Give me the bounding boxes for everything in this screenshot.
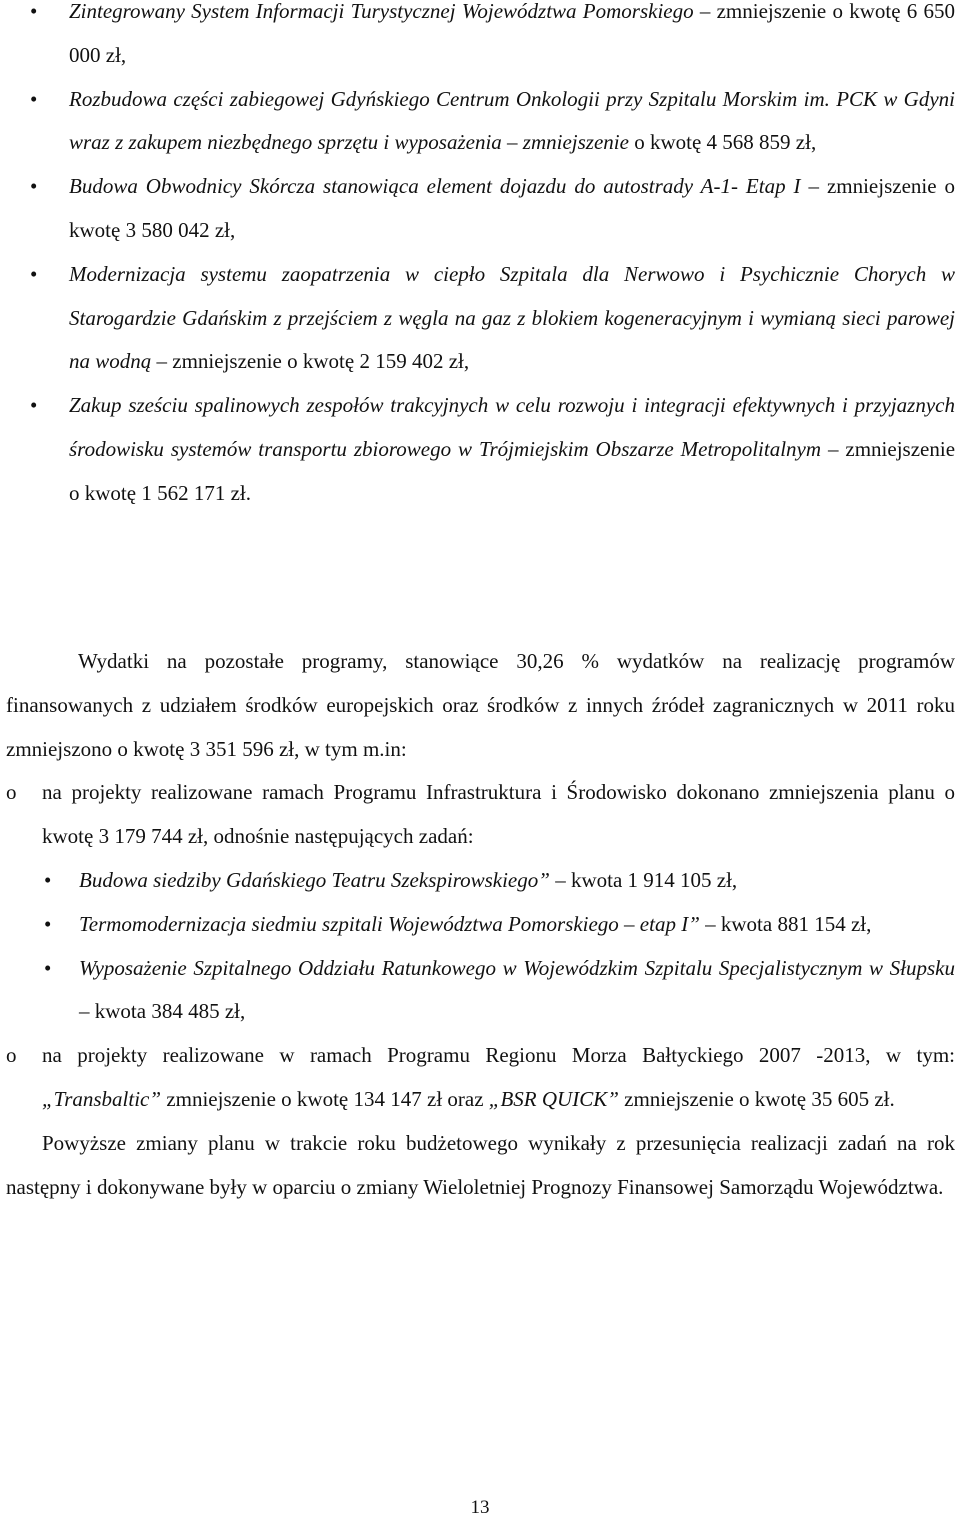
bullet-icon: • bbox=[30, 261, 38, 286]
task-amount: o kwotę 4 568 859 zł, bbox=[634, 130, 817, 155]
task-title: Rozbudowa części zabiegowej Gdyńskiego Centrum Onkologii przy Szpitalu Morskim im. PCK w Gdyni wraz z zakupem niezbędnego sprzętu i wyposażenia – zmniejszenie bbox=[69, 86, 955, 155]
list-item bbox=[6, 165, 955, 253]
bullet-icon: • bbox=[44, 867, 52, 892]
o-list-item-baltic bbox=[6, 1034, 955, 1122]
bullet-list-top bbox=[6, 0, 955, 516]
o-item-text: zmniejszenie o kwotę 134 147 zł oraz bbox=[161, 1086, 489, 1111]
task-title: Zakup sześciu spalinowych zespołów trakcyjnych w celu rozwoju i integracji efektywnych i przyjaznych środowisku systemów transportu zbiorowego w Trójmiejskim Obszarze Metropolitalnym bbox=[69, 393, 955, 461]
list-item bbox=[6, 253, 955, 384]
bullet-icon: • bbox=[30, 86, 38, 111]
task-title: Modernizacja systemu zaopatrzenia w ciepło Szpitala dla Nerwowo i Psychicznie Chorych w Starogardzie Gdańskim z przejściem z węgla na gaz z blokiem kogeneracyjnym i wymianą sieci parowej na wodną bbox=[69, 261, 955, 374]
list-item bbox=[6, 78, 955, 166]
paragraph-final: Powyższe zmiany planu w trakcie roku budżetowego wynikały z przesunięcia realizacji zadań na rok następny i dokonywane były w oparciu o zmiany Wieloletniej Prognozy Finansowej Samorządu Województwa. bbox=[6, 1130, 955, 1199]
bullet-icon: • bbox=[30, 393, 38, 418]
task-amount: – kwota 881 154 zł, bbox=[705, 911, 872, 936]
task-amount: – zmniejszenie o kwotę 1 562 171 zł. bbox=[69, 436, 956, 505]
o-list-item-infrastructure bbox=[6, 771, 955, 859]
list-item bbox=[6, 859, 955, 903]
bullet-icon: • bbox=[44, 911, 52, 936]
task-title: Wyposażenie Szpitalnego Oddziału Ratunkowego w Wojewódzkim Szpitalu Specjalistycznym w Słupsku bbox=[79, 955, 955, 980]
list-item bbox=[6, 384, 955, 515]
o-item-text: na projekty realizowane ramach Programu Infrastruktura i Środowisko dokonano zmniejszenia planu o kwotę 3 179 744 zł, odnośnie następujących zadań: bbox=[42, 780, 955, 849]
task-title: Budowa siedziby Gdańskiego Teatru Szekspirowskiego” bbox=[79, 867, 550, 892]
paragraph-main: Wydatki na pozostałe programy, stanowiące 30,26 % wydatków na realizację programów finansowanych z udziałem środków europejskich oraz środków z innych źródeł zagranicznych w 2011 roku zmniejszono o kwotę 3 351 596 zł, w tym m.in: bbox=[6, 649, 955, 761]
list-item bbox=[6, 903, 955, 947]
task-amount: zmniejszenie o kwotę 6 650 000 zł, bbox=[69, 0, 956, 67]
o-item-text: na projekty realizowane w ramach Programu Regionu Morza Bałtyckiego 2007 -2013, w tym: bbox=[42, 1043, 955, 1068]
task-title: Termomodernizacja siedmiu szpitali Województwa Pomorskiego – etap I” bbox=[79, 911, 700, 936]
task-amount: – kwota 384 485 zł, bbox=[79, 999, 246, 1024]
task-amount: – kwota 1 914 105 zł, bbox=[555, 867, 738, 892]
body-section bbox=[6, 640, 955, 1209]
o-marker: o bbox=[6, 1043, 17, 1068]
bullet-icon: • bbox=[44, 955, 52, 980]
list-item bbox=[6, 947, 955, 1035]
list-item bbox=[6, 0, 955, 78]
task-title: Budowa Obwodnicy Skórcza stanowiąca element dojazdu do autostrady A-1- Etap I – bbox=[69, 174, 819, 199]
task-title: Zintegrowany System Informacji Turystycznej Województwa Pomorskiego – bbox=[69, 0, 711, 23]
o-marker: o bbox=[6, 780, 17, 805]
page-number: 13 bbox=[470, 1497, 490, 1518]
sub-bullet-list bbox=[6, 859, 955, 1034]
project-name-bsr-quick: „BSR QUICK” bbox=[488, 1086, 619, 1111]
bullet-icon: • bbox=[30, 0, 38, 23]
project-name-transbaltic: „Transbaltic” bbox=[42, 1086, 162, 1111]
task-amount: zmniejszenie o kwotę 3 580 042 zł, bbox=[69, 174, 955, 242]
bullet-icon: • bbox=[30, 174, 38, 199]
task-amount: – zmniejszenie o kwotę 2 159 402 zł, bbox=[156, 349, 470, 374]
o-item-text: zmniejszenie o kwotę 35 605 zł. bbox=[618, 1086, 895, 1111]
